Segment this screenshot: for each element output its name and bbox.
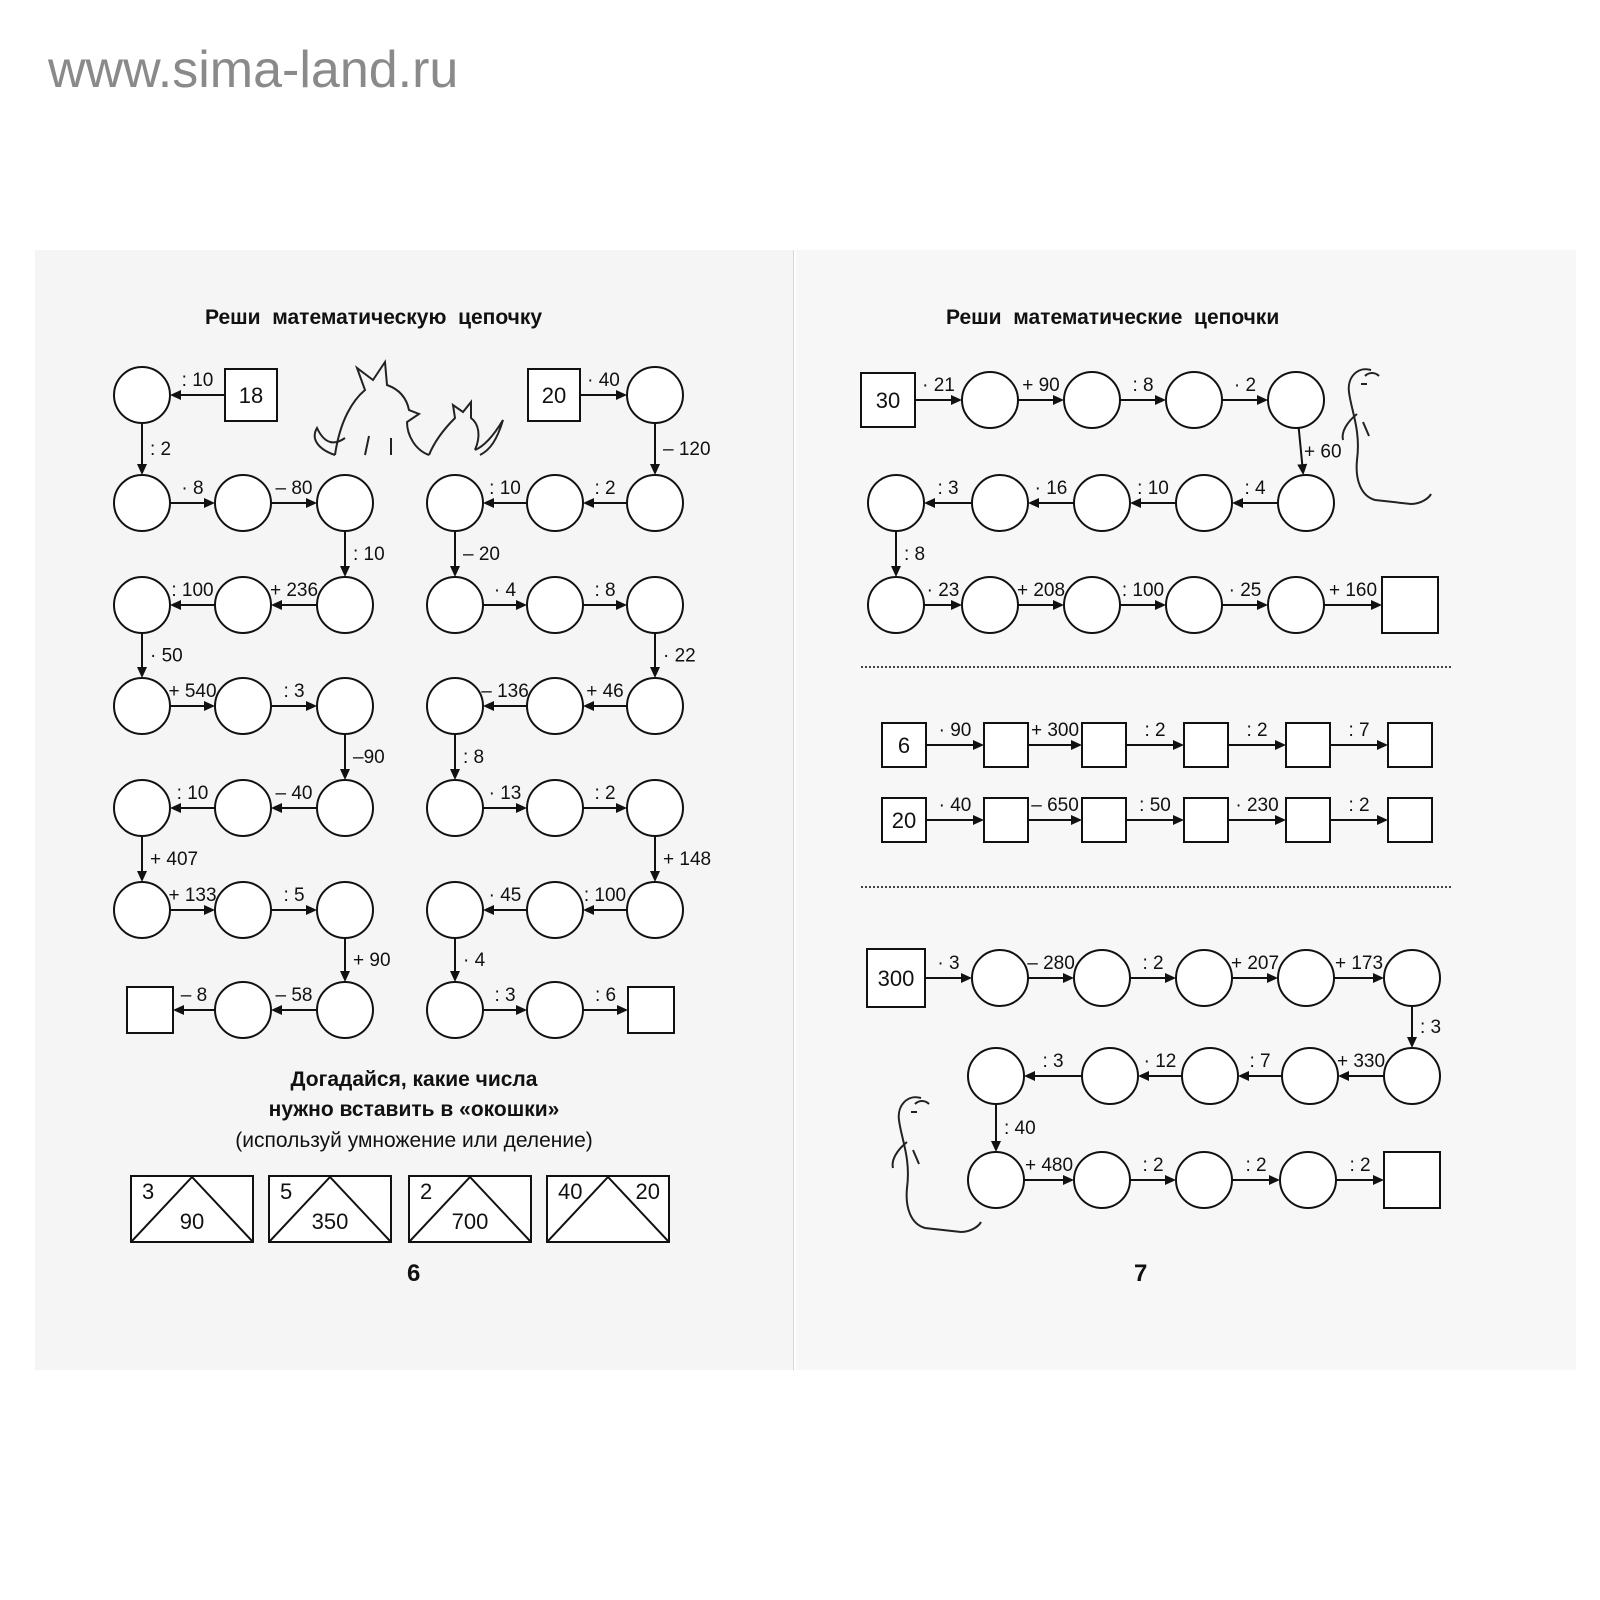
operation-label: : 3 [1420,1017,1442,1038]
arrow-head [961,973,972,983]
answer-circle [1278,475,1334,531]
gopher-illustration [1343,369,1431,504]
operation-label: : 40 [1004,1118,1036,1139]
answer-circle [427,982,483,1038]
gopher-body [1349,369,1431,504]
arrow-head [1173,815,1184,825]
start-value: 30 [875,388,901,413]
answer-circle [968,1152,1024,1208]
arrow-head [973,815,984,825]
operation-label: + 330 [1336,1051,1386,1072]
answer-circle [114,882,170,938]
arrow-head [170,803,181,813]
operation-label: : 6 [594,985,617,1006]
arrow-head [1238,1071,1249,1081]
arrow-head [516,600,527,610]
operation-label: + 236 [269,580,319,601]
fox-legs [365,436,391,455]
answer-circle [317,678,373,734]
window-puzzle [268,1175,392,1243]
arrow-head [1165,1175,1176,1185]
arrow-head [1371,600,1382,610]
arrow-head [1373,973,1384,983]
operation-label: : 100 [171,580,214,601]
answer-circle [1182,1048,1238,1104]
answer-circle [527,882,583,938]
gopher-illustration [893,1097,981,1232]
operation-label: + 407 [150,849,199,870]
answer-box [127,987,173,1033]
operation-label: · 12 [1143,1051,1177,1072]
arrow-head [1297,464,1307,475]
arrow-head [1373,1175,1384,1185]
dotted-separator [861,886,1451,888]
answer-circle [317,780,373,836]
operation-label: · 4 [463,950,486,971]
arrow-head [1071,740,1082,750]
operation-label: : 2 [150,439,172,460]
answer-circle [317,577,373,633]
page-number: 7 [1134,1260,1148,1287]
operation-label: : 10 [181,370,214,391]
answer-circle [215,882,271,938]
operation-label: : 3 [283,681,305,702]
fox-illustration [315,362,503,455]
answer-circle [1176,475,1232,531]
chain-diagram-right [796,250,1576,1370]
answer-circle [114,780,170,836]
arrow-head [137,667,147,678]
operation-label: · 230 [1235,795,1279,816]
answer-circle [215,780,271,836]
operation-label: · 22 [663,645,696,667]
answer-box [1082,723,1126,767]
answer-circle [527,577,583,633]
answer-circle [1064,577,1120,633]
right-page [796,250,1576,1370]
operation-label: – 58 [275,985,313,1006]
answer-box [1388,798,1432,842]
answer-circle [114,577,170,633]
arrow-head [1053,395,1064,405]
arrow-head [1138,1071,1149,1081]
operation-label: : 8 [463,747,485,768]
answer-circle [1282,1048,1338,1104]
answer-circle [427,882,483,938]
answer-circle [962,372,1018,428]
answer-circle [1082,1048,1138,1104]
operation-label: – 120 [663,439,711,460]
operation-label: : 100 [1121,580,1165,601]
window-result-number: 20 [635,1179,660,1204]
arrow-head [1338,1071,1349,1081]
arrow-head [306,701,317,711]
operation-label: + 90 [1022,375,1060,396]
arrow-head [583,905,594,915]
answer-circle [1176,1152,1232,1208]
operation-label: + 60 [1304,441,1342,463]
start-value: 20 [541,383,567,408]
operation-label: + 207 [1230,953,1280,974]
page-title: Реши математическую цепочку [205,306,543,329]
answer-circle [114,367,170,423]
instruction-line-2: нужно вставить в «окошки» [268,1098,560,1121]
arrow-head [1257,395,1268,405]
operation-label: · 21 [922,375,955,396]
start-value: 6 [897,733,911,758]
arrow-head [1275,815,1286,825]
arrow-head [1269,1175,1280,1185]
answer-circle [215,475,271,531]
operation-label: : 10 [489,478,521,499]
arrow-head [951,395,962,405]
operation-label: + 148 [663,849,712,870]
answer-circle [627,882,683,938]
answer-circle [317,475,373,531]
operation-label: + 46 [586,681,624,702]
operation-label: : 4 [1244,478,1266,499]
answer-box [1184,798,1228,842]
operation-label: · 45 [488,885,522,906]
operation-label: + 300 [1030,720,1080,741]
operation-label: – 650 [1031,795,1079,816]
operation-label: · 3 [937,953,960,974]
operation-label: : 2 [1246,720,1268,741]
arrow-head [450,566,460,577]
window-left-number: 5 [280,1179,293,1204]
window-left-number: 3 [142,1179,155,1204]
operation-label: + 173 [1334,953,1384,974]
operation-label: + 160 [1328,580,1378,601]
answer-circle [317,982,373,1038]
operation-label: : 5 [283,885,305,906]
operation-label: : 8 [904,544,926,565]
answer-circle [868,475,924,531]
gopher-body [899,1097,981,1232]
watermark-url: www.sima-land.ru [48,41,459,99]
arrow-head [1063,1175,1074,1185]
operation-label: · 90 [938,720,972,741]
answer-circle [627,678,683,734]
arrow-head [1024,1071,1035,1081]
arrow-head [924,498,935,508]
operation-label: – 40 [275,783,313,804]
operation-label: : 3 [494,985,516,1006]
answer-box [1286,723,1330,767]
operation-label: · 4 [493,580,517,601]
answer-circle [972,475,1028,531]
instruction-line-3: (используй умножение или деление) [235,1129,593,1152]
arrow-head [951,600,962,610]
arrow-head [1071,815,1082,825]
arrow-head [271,600,282,610]
operation-label: · 13 [488,783,522,804]
operation-label: : 50 [1139,795,1171,816]
answer-circle [1176,950,1232,1006]
operation-label: : 7 [1249,1051,1271,1072]
operation-label: : 8 [594,580,616,601]
operation-label: – 136 [481,681,529,702]
arrow-head [1377,815,1388,825]
arrow-head [516,803,527,813]
answer-circle [1280,1152,1336,1208]
answer-circle [427,780,483,836]
answer-circle [527,982,583,1038]
arrow-head [1063,973,1074,983]
fox-cub [429,402,478,455]
arrow-head [650,667,660,678]
fox-body [335,362,429,455]
window-left-number: 2 [420,1179,433,1204]
answer-circle [317,882,373,938]
arrow-head [170,390,181,400]
operation-label: : 8 [1132,375,1154,396]
operation-label: : 2 [1144,720,1166,741]
operation-label: : 3 [1042,1051,1064,1072]
start-value: 20 [891,808,917,833]
answer-circle [427,577,483,633]
arrow-head [617,1005,628,1015]
arrow-head [340,769,350,780]
answer-circle [114,475,170,531]
arrow-head [891,566,901,577]
answer-circle [972,950,1028,1006]
arrow-head [616,390,627,400]
arrow-head [483,498,494,508]
operation-label: : 100 [583,885,627,906]
arrow-head [137,464,147,475]
arrow-head [650,871,660,882]
arrow-head [306,498,317,508]
arrow-head [516,1005,527,1015]
arrow-head [1028,498,1039,508]
arrow-head [650,464,660,475]
operation-label: – 80 [275,478,313,499]
operation-label: + 90 [353,950,391,971]
operation-label: + 480 [1024,1155,1074,1176]
arrow-head [1267,973,1278,983]
arrow-head [1377,740,1388,750]
instruction-line-1: Догадайся, какие числа [290,1068,538,1091]
operation-label: · 23 [926,580,960,601]
operation-label: + 133 [168,885,217,906]
arrow-head [483,905,494,915]
connector-arrow [1299,428,1303,466]
arrow-head [1173,740,1184,750]
arrow-head [271,803,282,813]
page-title: Реши математические цепочки [946,306,1280,329]
operation-label: · 40 [587,370,620,391]
operation-label: : 10 [353,544,385,565]
arrow-head [1257,600,1268,610]
arrow-head [1155,395,1166,405]
window-result-number: 90 [179,1209,205,1234]
operation-label: · 25 [1228,580,1262,601]
answer-circle [1268,577,1324,633]
arrow-head [991,1141,1001,1152]
left-page [35,250,794,1370]
answer-circle [627,475,683,531]
answer-box [1382,577,1438,633]
arrow-head [170,600,181,610]
operation-label: + 208 [1016,580,1066,601]
answer-circle [1074,475,1130,531]
operation-label: –90 [353,747,385,768]
answer-circle [1278,950,1334,1006]
answer-circle [868,577,924,633]
operation-label: : 2 [1348,795,1370,816]
operation-label: : 2 [594,783,616,804]
answer-circle [1384,950,1440,1006]
answer-box [984,798,1028,842]
answer-circle [215,678,271,734]
arrow-head [1130,498,1141,508]
answer-circle [1166,372,1222,428]
window-puzzle [546,1175,670,1243]
answer-circle [1166,577,1222,633]
start-value: 300 [877,966,915,991]
answer-circle [627,780,683,836]
answer-circle [527,475,583,531]
operation-label: – 280 [1027,953,1075,974]
arrow-head [137,871,147,882]
operation-label: + 540 [168,681,217,702]
answer-circle [627,367,683,423]
page-number: 6 [407,1260,421,1287]
operation-label: : 2 [594,478,616,499]
answer-box [1388,723,1432,767]
operation-label: : 2 [1349,1155,1371,1176]
arrow-head [204,701,215,711]
operation-label: · 50 [150,645,183,667]
operation-label: – 8 [180,985,208,1006]
gopher-face [1361,373,1379,384]
answer-circle [427,475,483,531]
operation-label: : 3 [937,478,959,499]
answer-circle [215,577,271,633]
window-result-number: 700 [451,1209,489,1234]
answer-circle [1074,1152,1130,1208]
answer-circle [427,678,483,734]
answer-box [1184,723,1228,767]
arrow-head [450,769,460,780]
dotted-separator [861,666,1451,668]
operation-label: : 2 [1142,953,1164,974]
arrow-head [1053,600,1064,610]
window-left-number: 40 [558,1179,583,1204]
operation-label: : 10 [1137,478,1169,499]
answer-circle [1384,1048,1440,1104]
arrow-head [583,498,594,508]
answer-circle [215,982,271,1038]
arrow-head [1275,740,1286,750]
answer-circle [1074,950,1130,1006]
answer-box [1082,798,1126,842]
answer-circle [1064,372,1120,428]
arrow-head [204,905,215,915]
arrow-head [450,971,460,982]
answer-box [628,987,674,1033]
operation-label: · 2 [1233,375,1257,396]
arrow-head [1407,1037,1417,1048]
operation-label: : 2 [1142,1155,1164,1176]
arrow-head [616,600,627,610]
operation-label: · 8 [181,478,204,499]
answer-circle [627,577,683,633]
operation-label: : 7 [1348,720,1370,741]
operation-label: – 20 [463,544,500,565]
answer-circle [114,678,170,734]
operation-label: : 2 [1245,1155,1267,1176]
gopher-face [911,1101,929,1112]
arrow-head [1232,498,1243,508]
arrow-head [583,701,594,711]
answer-box [984,723,1028,767]
answer-box [1384,1152,1440,1208]
arrow-head [204,498,215,508]
window-result-number: 350 [311,1209,349,1234]
arrow-head [306,905,317,915]
answer-circle [962,577,1018,633]
operation-label: · 40 [938,795,972,816]
start-value: 18 [238,383,264,408]
operation-label: : 10 [176,783,209,804]
arrow-head [483,701,494,711]
answer-circle [968,1048,1024,1104]
arrow-head [973,740,984,750]
window-puzzle [130,1175,254,1243]
answer-circle [1268,372,1324,428]
arrow-head [340,971,350,982]
window-puzzle [408,1175,532,1243]
answer-circle [527,678,583,734]
operation-label: · 16 [1034,478,1068,499]
arrow-head [340,566,350,577]
arrow-head [271,1005,282,1015]
arrow-head [1165,973,1176,983]
answer-circle [527,780,583,836]
arrow-head [616,803,627,813]
answer-box [1286,798,1330,842]
arrow-head [1155,600,1166,610]
arrow-head [173,1005,184,1015]
